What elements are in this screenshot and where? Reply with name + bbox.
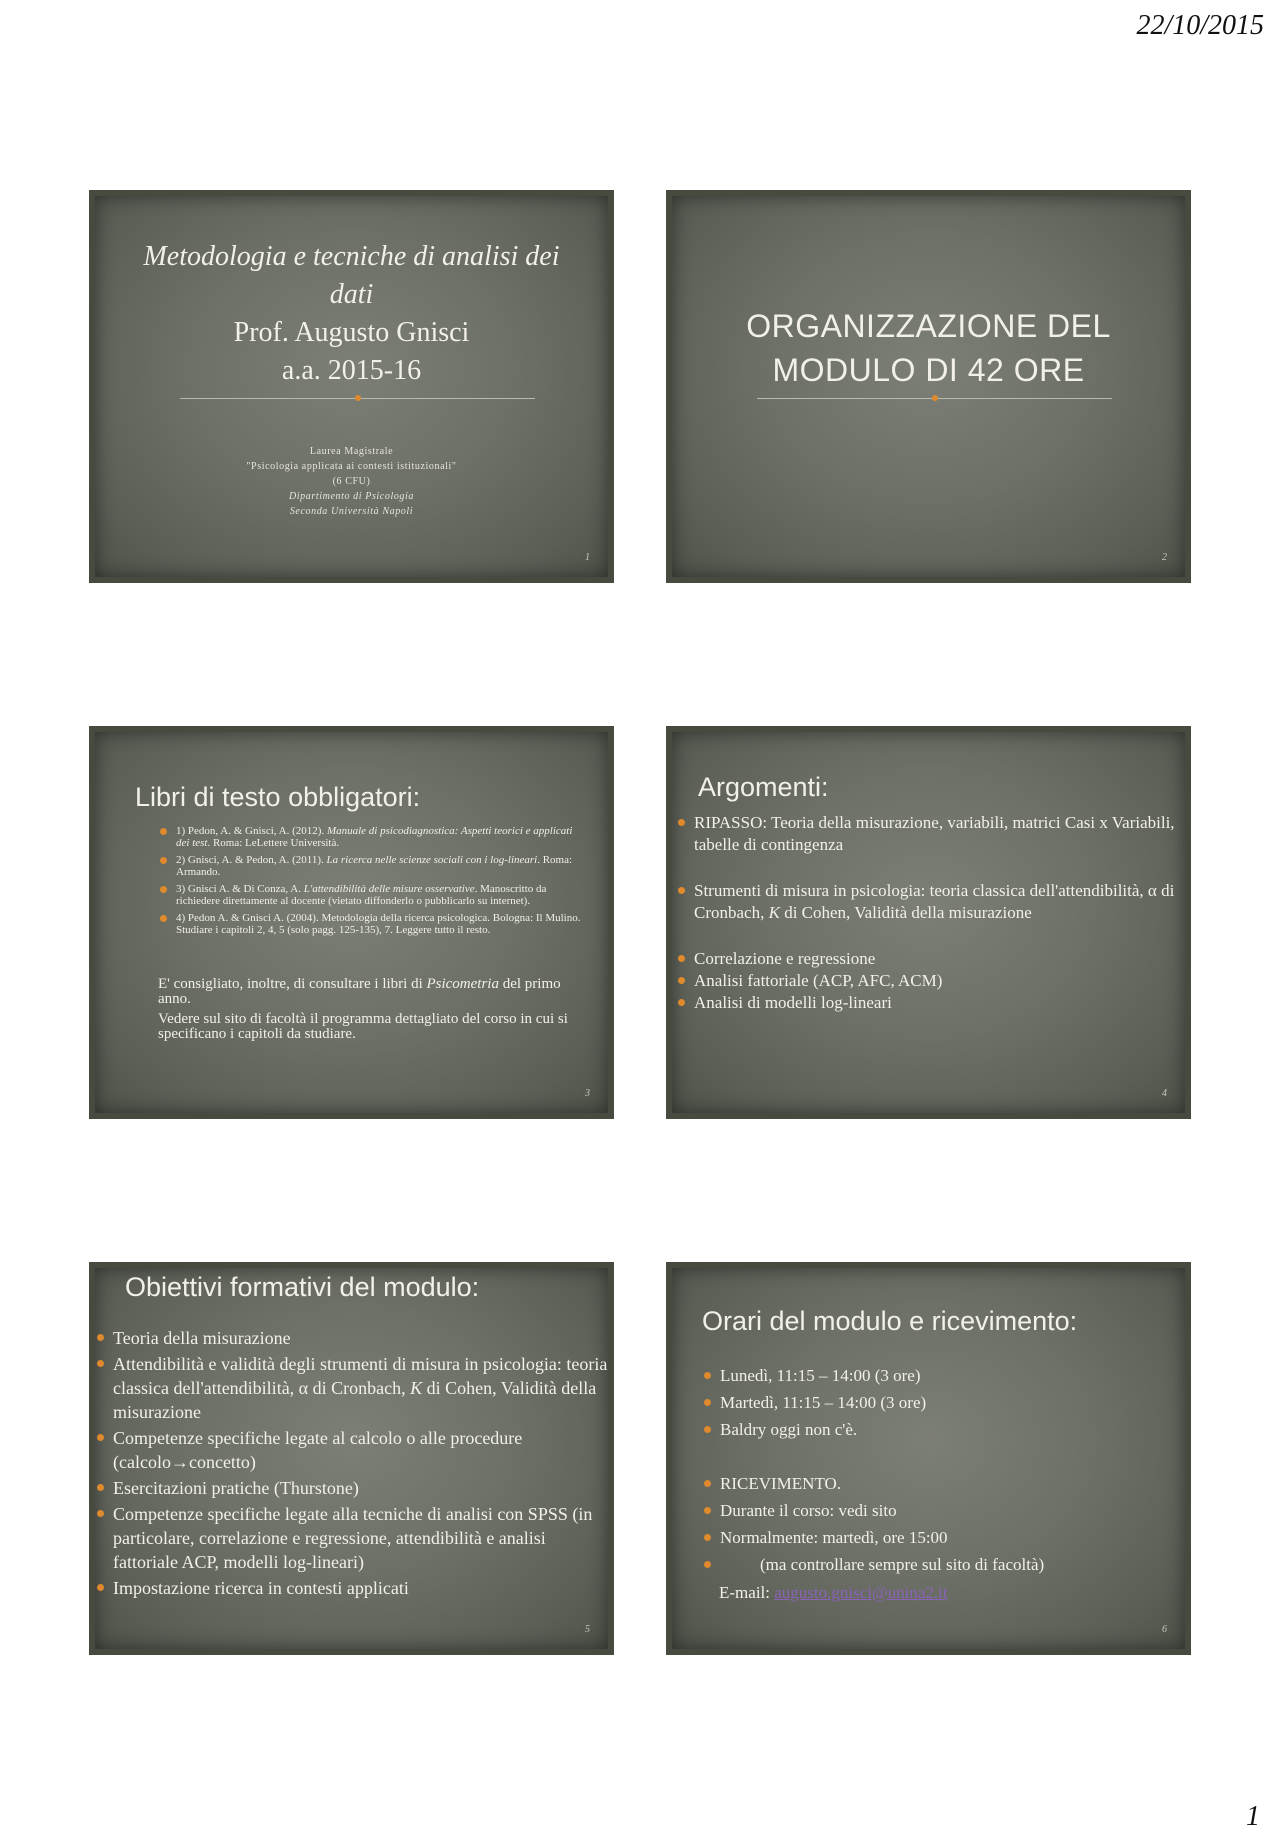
- list-item: 2) Gnisci, A. & Pedon, A. (2011). La ricerca nelle scienze sociali con i log-lineari. Roma: Armando.: [158, 854, 588, 878]
- paragraph: E' consigliato, inoltre, di consultare i libri di Psicometria del primo anno.: [158, 976, 561, 1007]
- subtitle-line: "Psicologia applicata ai contesti istituzionali": [246, 461, 457, 472]
- list-item: Baldry oggi non c'è.: [702, 1416, 1172, 1443]
- slide-6-heading: Orari del modulo e ricevimento:: [702, 1306, 1078, 1336]
- list-item: Competenze specifiche legate alla tecniche di analisi con SPSS (in particolare, correlazione e regressione, attendibilità e analisi fattoriale ACP, modelli log-lineari): [95, 1502, 610, 1574]
- slide-2: [666, 190, 1191, 583]
- list-item: Strumenti di misura in psicologia: teoria classica dell'attendibilità, α di Cronbach, K di Cohen, Validità della misurazione: [676, 880, 1176, 924]
- slide-3: [89, 726, 614, 1119]
- slide-3-heading: Libri di testo obbligatori:: [135, 782, 421, 812]
- email-label: E-mail:: [719, 1583, 775, 1602]
- list-item: 4) Pedon A. & Gnisci A. (2004). Metodologia della ricerca psicologica. Bologna: Il Mulino. Studiare i capitoli 2, 4, 5 (solo pagg. 125-135), 7. Leggere tutto il resto.: [158, 912, 588, 936]
- list-item: Esercitazioni pratiche (Thurstone): [95, 1476, 610, 1500]
- title-line: MODULO DI 42 ORE: [772, 352, 1085, 388]
- slide-5-heading: Obiettivi formativi del modulo:: [125, 1272, 480, 1302]
- list-item: RICEVIMENTO.: [702, 1470, 1172, 1497]
- page-number: 1: [1246, 1801, 1260, 1832]
- topics-list: [676, 812, 1176, 1014]
- slide-number: 5: [585, 1624, 590, 1635]
- slide-2-title: [692, 304, 1165, 392]
- subtitle-line: (6 CFU): [332, 476, 371, 487]
- email-line: [719, 1582, 948, 1604]
- subtitle-line: Laurea Magistrale: [309, 446, 394, 457]
- title-line: a.a. 2015-16: [281, 355, 422, 386]
- list-item: Impostazione ricerca in contesti applicati: [95, 1576, 610, 1600]
- list-item: Normalmente: martedì, ore 15:00: [702, 1524, 1172, 1551]
- subtitle-line: Seconda Università Napoli: [289, 506, 414, 517]
- schedule-list: [702, 1362, 1172, 1578]
- title-line: Prof. Augusto Gnisci: [233, 317, 470, 348]
- slide-6: [666, 1262, 1191, 1655]
- slide-number: 2: [1162, 552, 1167, 563]
- slide-number: 1: [585, 552, 590, 563]
- slide-number: 3: [585, 1088, 590, 1099]
- title-line: dati: [329, 279, 374, 310]
- title-divider: [180, 398, 535, 399]
- slide-1-subtitle: [115, 444, 588, 519]
- slide-number: 6: [1162, 1624, 1167, 1635]
- list-item: Martedì, 11:15 – 14:00 (3 ore): [702, 1389, 1172, 1416]
- list-item: Lunedì, 11:15 – 14:00 (3 ore): [702, 1362, 1172, 1389]
- textbook-list: [158, 825, 588, 941]
- list-item: Attendibilità e validità degli strumenti di misura in psicologia: teoria classica dell'attendibilità, α di Cronbach, K di Cohen, Validità della misurazione: [95, 1352, 610, 1424]
- header-date: 22/10/2015: [1136, 10, 1264, 41]
- paragraph: Vedere sul sito di facoltà il programma dettagliato del corso in cui si specificano i capitoli da studiare.: [158, 1011, 568, 1042]
- slide-4: [666, 726, 1191, 1119]
- title-divider: [757, 398, 1112, 399]
- slide-1-title: [115, 238, 588, 390]
- list-item: 3) Gnisci A. & Di Conza, A. L'attendibilità delle misure osservative. Manoscritto da richiedere direttamente al docente (vietato diffonderlo o pubblicarlo su internet).: [158, 883, 588, 907]
- email-link[interactable]: augusto.gnisci@unina2.it: [774, 1583, 948, 1602]
- slide-1: [89, 190, 614, 583]
- slide-5: [89, 1262, 614, 1655]
- list-item: Analisi fattoriale (ACP, AFC, ACM): [676, 970, 1176, 992]
- subtitle-line: Dipartimento di Psicologia: [288, 491, 415, 502]
- slide-number: 4: [1162, 1088, 1167, 1099]
- list-item: Competenze specifiche legate al calcolo o alle procedure (calcolo→concetto): [95, 1426, 610, 1474]
- objectives-list: [95, 1326, 610, 1602]
- list-item: Correlazione e regressione: [676, 948, 1176, 970]
- list-item: 1) Pedon, A. & Gnisci, A. (2012). Manuale di psicodiagnostica: Aspetti teorici e applicati dei test. Roma: LeLettere Università.: [158, 825, 588, 849]
- list-item: Durante il corso: vedi sito: [702, 1497, 1172, 1524]
- title-line: ORGANIZZAZIONE DEL: [746, 308, 1111, 344]
- list-item: Analisi di modelli log-lineari: [676, 992, 1176, 1014]
- list-item: (ma controllare sempre sul sito di facoltà): [702, 1551, 1172, 1578]
- title-line: Metodologia e tecniche di analisi dei: [143, 241, 560, 272]
- slide-4-heading: Argomenti:: [698, 772, 829, 802]
- list-item: RIPASSO: Teoria della misurazione, variabili, matrici Casi x Variabili, tabelle di contingenza: [676, 812, 1176, 856]
- list-item: Teoria della misurazione: [95, 1326, 610, 1350]
